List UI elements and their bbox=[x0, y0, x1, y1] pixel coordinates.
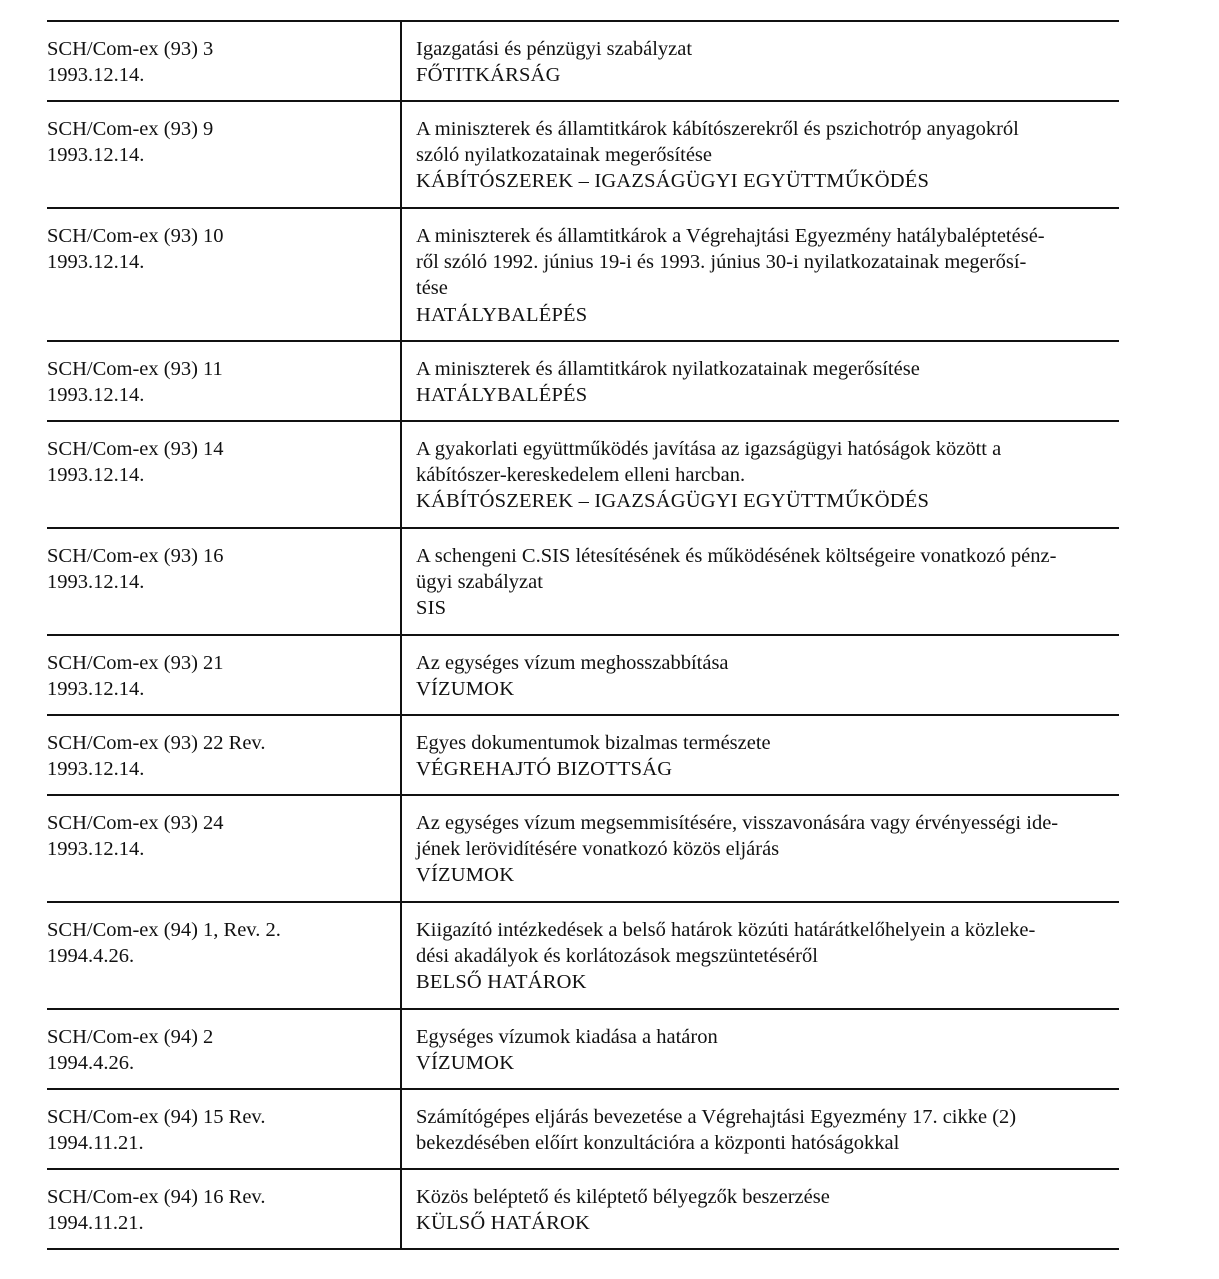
category-label: BELSŐ HATÁROK bbox=[416, 971, 587, 994]
table-row bbox=[47, 715, 1119, 795]
decision-date: 1993.12.14. bbox=[47, 251, 145, 274]
decisions-table-body bbox=[47, 21, 1119, 1249]
table-row bbox=[47, 101, 1119, 208]
decision-date: 1993.12.14. bbox=[47, 758, 145, 781]
reference-number: SCH/Com-ex (94) 1, Rev. 2. bbox=[47, 919, 281, 941]
decision-date: 1993.12.14. bbox=[47, 464, 145, 487]
subject-text: Az egységes vízum megsemmisítésére, visszavonására vagy érvényességi ide- bbox=[416, 812, 1059, 834]
subject-cell bbox=[401, 341, 1119, 421]
subject-text: bekezdésében előírt konzultációra a központi hatóságokkal bbox=[416, 1132, 900, 1155]
reference-number: SCH/Com-ex (93) 22 Rev. bbox=[47, 732, 266, 754]
table-row bbox=[47, 421, 1119, 528]
reference-cell bbox=[47, 1169, 401, 1249]
subject-text: Egyes dokumentumok bizalmas természete bbox=[416, 732, 771, 754]
table-row bbox=[47, 635, 1119, 715]
reference-number: SCH/Com-ex (93) 24 bbox=[47, 812, 224, 834]
subject-cell bbox=[401, 21, 1119, 101]
subject-cell bbox=[401, 208, 1119, 341]
decision-date: 1994.11.21. bbox=[47, 1212, 144, 1235]
subject-text: kábítószer-kereskedelem elleni harcban. bbox=[416, 464, 746, 487]
category-label: HATÁLYBALÉPÉS bbox=[416, 303, 588, 326]
subject-cell bbox=[401, 715, 1119, 795]
reference-cell bbox=[47, 21, 401, 101]
subject-text: A miniszterek és államtitkárok nyilatkozatainak megerősítése bbox=[416, 358, 920, 380]
subject-text: Számítógépes eljárás bevezetése a Végrehajtási Egyezmény 17. cikke (2) bbox=[416, 1106, 1017, 1128]
category-label: FŐTITKÁRSÁG bbox=[416, 64, 561, 87]
table-row bbox=[47, 21, 1119, 101]
reference-number: SCH/Com-ex (93) 21 bbox=[47, 652, 224, 674]
subject-text: A gyakorlati együttműködés javítása az igazságügyi hatóságok között a bbox=[416, 438, 1002, 460]
reference-number: SCH/Com-ex (93) 3 bbox=[47, 38, 214, 60]
reference-cell bbox=[47, 421, 401, 528]
decision-date: 1993.12.14. bbox=[47, 144, 145, 167]
reference-number: SCH/Com-ex (93) 16 bbox=[47, 545, 224, 567]
reference-cell bbox=[47, 795, 401, 902]
reference-number: SCH/Com-ex (94) 2 bbox=[47, 1026, 214, 1048]
subject-text: jének lerövidítésére vonatkozó közös eljárás bbox=[416, 838, 780, 861]
decision-date: 1994.4.26. bbox=[47, 945, 135, 968]
reference-cell bbox=[47, 635, 401, 715]
reference-number: SCH/Com-ex (93) 9 bbox=[47, 118, 214, 140]
decisions-table bbox=[47, 20, 1119, 1250]
reference-cell bbox=[47, 341, 401, 421]
decision-date: 1994.4.26. bbox=[47, 1052, 135, 1075]
subject-text: szóló nyilatkozatainak megerősítése bbox=[416, 144, 713, 167]
reference-cell bbox=[47, 1089, 401, 1169]
reference-cell bbox=[47, 208, 401, 341]
category-label: KÜLSŐ HATÁROK bbox=[416, 1212, 591, 1235]
decision-date: 1993.12.14. bbox=[47, 678, 145, 701]
table-row bbox=[47, 902, 1119, 1009]
reference-cell bbox=[47, 528, 401, 635]
category-label: VÍZUMOK bbox=[416, 864, 515, 887]
reference-number: SCH/Com-ex (93) 14 bbox=[47, 438, 224, 460]
reference-number: SCH/Com-ex (93) 11 bbox=[47, 358, 223, 380]
subject-text: Kiigazító intézkedések a belső határok közúti határátkelőhelyein a közleke- bbox=[416, 919, 1036, 941]
subject-cell bbox=[401, 421, 1119, 528]
decision-date: 1993.12.14. bbox=[47, 64, 145, 87]
reference-number: SCH/Com-ex (93) 10 bbox=[47, 225, 224, 247]
reference-cell bbox=[47, 1009, 401, 1089]
reference-cell bbox=[47, 715, 401, 795]
subject-cell bbox=[401, 1169, 1119, 1249]
table-row bbox=[47, 528, 1119, 635]
subject-text: Egységes vízumok kiadása a határon bbox=[416, 1026, 718, 1048]
subject-text: dési akadályok és korlátozások megszüntetéséről bbox=[416, 945, 818, 968]
reference-cell bbox=[47, 101, 401, 208]
subject-cell bbox=[401, 528, 1119, 635]
category-label: VÍZUMOK bbox=[416, 1052, 515, 1075]
table-row bbox=[47, 1169, 1119, 1249]
subject-cell bbox=[401, 635, 1119, 715]
subject-text: A schengeni C.SIS létesítésének és működésének költségeire vonatkozó pénz- bbox=[416, 545, 1057, 567]
category-label: KÁBÍTÓSZEREK – IGAZSÁGÜGYI EGYÜTTMŰKÖDÉS bbox=[416, 490, 930, 513]
decision-date: 1993.12.14. bbox=[47, 838, 145, 861]
subject-cell bbox=[401, 1009, 1119, 1089]
subject-text: ről szóló 1992. június 19-i és 1993. június 30-i nyilatkozatainak megerősí- bbox=[416, 251, 1027, 274]
subject-cell bbox=[401, 101, 1119, 208]
decision-date: 1993.12.14. bbox=[47, 384, 145, 407]
table-row bbox=[47, 208, 1119, 341]
subject-text: A miniszterek és államtitkárok a Végrehajtási Egyezmény hatálybaléptetésé- bbox=[416, 225, 1045, 247]
decision-date: 1993.12.14. bbox=[47, 571, 145, 594]
reference-cell bbox=[47, 902, 401, 1009]
decision-date: 1994.11.21. bbox=[47, 1132, 144, 1155]
reference-number: SCH/Com-ex (94) 16 Rev. bbox=[47, 1186, 266, 1208]
reference-number: SCH/Com-ex (94) 15 Rev. bbox=[47, 1106, 266, 1128]
category-label: VÍZUMOK bbox=[416, 678, 515, 701]
category-label: VÉGREHAJTÓ BIZOTTSÁG bbox=[416, 758, 673, 781]
category-label: KÁBÍTÓSZEREK – IGAZSÁGÜGYI EGYÜTTMŰKÖDÉS bbox=[416, 170, 930, 193]
category-label: HATÁLYBALÉPÉS bbox=[416, 384, 588, 407]
subject-cell bbox=[401, 795, 1119, 902]
subject-text: Közös beléptető és kiléptető bélyegzők beszerzése bbox=[416, 1186, 830, 1208]
table-row bbox=[47, 795, 1119, 902]
subject-text: Az egységes vízum meghosszabbítása bbox=[416, 652, 729, 674]
category-label: SIS bbox=[416, 597, 447, 620]
subject-cell bbox=[401, 902, 1119, 1009]
subject-text: ügyi szabályzat bbox=[416, 571, 543, 594]
table-row bbox=[47, 341, 1119, 421]
table-row bbox=[47, 1009, 1119, 1089]
table-row bbox=[47, 1089, 1119, 1169]
subject-text: A miniszterek és államtitkárok kábítószerekről és pszichotróp anyagokról bbox=[416, 118, 1019, 140]
subject-text: Igazgatási és pénzügyi szabályzat bbox=[416, 38, 693, 60]
subject-text: tése bbox=[416, 277, 448, 300]
subject-cell bbox=[401, 1089, 1119, 1169]
